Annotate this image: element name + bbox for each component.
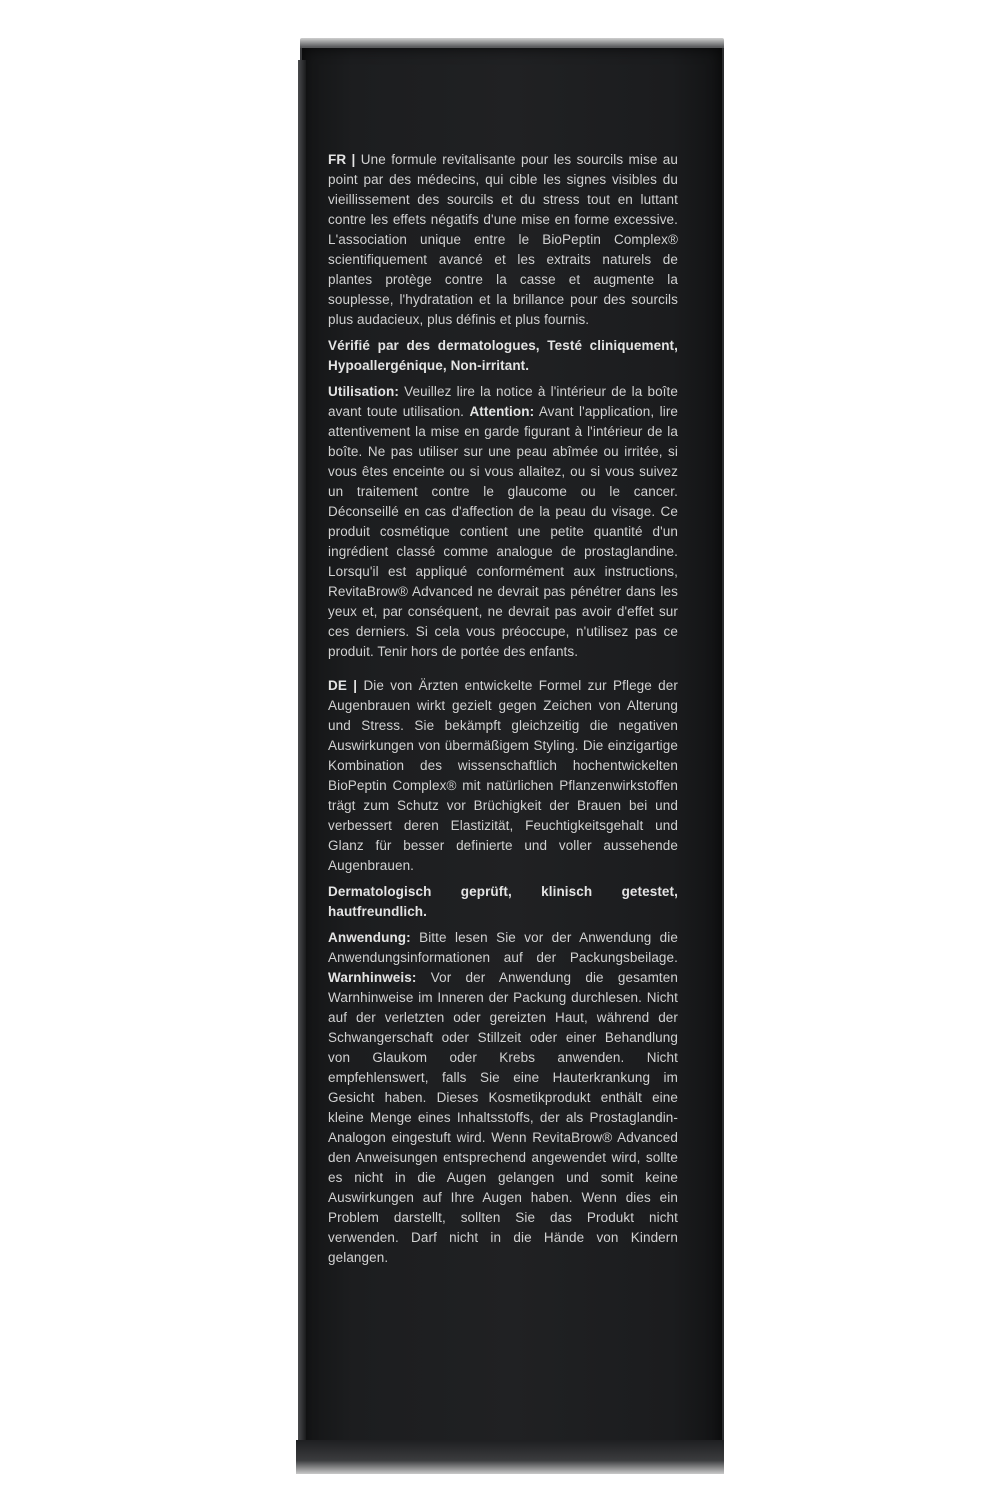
de-warning-text: Vor der Anwendung die gesamten Warnhinweise im Inneren der Packung durchlesen. Nicht auf der verletzten oder gereizten Haut, während der Schwangerschaft oder Stillzeit oder einer Behandlung von Glaukom oder Krebs anwenden. Nicht empfehlenswert, falls Sie eine Hauterkrankung im Gesicht haben. Dieses Kosmetikprodukt enthält eine kleine Menge eines Inhaltsstoffs, der als Prostaglandin-Analogon eingestuft wird. Wenn RevitaBrow® Advanced den Anweisungen entsprechend angewendet wird, sollte es nicht in die Augen gelangen und somit keine Auswirkungen auf Ihre Augen haben. Wenn dies ein Problem darstellt, sollten Sie das Produkt nicht verwenden. Darf nicht in die Hände von Kindern gelangen. xyxy=(328,970,678,1265)
de-usage-label: Anwendung: xyxy=(328,930,411,945)
de-intro xyxy=(328,676,678,876)
fr-warning-label: Attention: xyxy=(469,404,535,419)
box-bottom-edge xyxy=(296,1440,724,1474)
de-warning-label: Warnhinweis: xyxy=(328,970,417,985)
fr-usage-text: Veuillez lire la notice à l'intérieur de la boîte avant toute utilisation. xyxy=(328,384,678,419)
box-left-edge xyxy=(298,60,306,1450)
fr-intro xyxy=(328,150,678,330)
fr-claims: Vérifié par des dermatologues, Testé cliniquement, Hypoallergénique, Non-irritant. xyxy=(328,338,678,373)
de-claims: Dermatologisch geprüft, klinisch getestet, hautfreundlich. xyxy=(328,884,678,919)
de-intro-text: Die von Ärzten entwickelte Formel zur Pflege der Augenbrauen wirkt gezielt gegen Zeichen von Alterung und Stress. Sie bekämpft gleichzeitig die negativen Auswirkungen von übermäßigem Styling. Die einzigartige Kombination des wissenschaftlich hochentwickelten BioPeptin Complex® mit natürlichen Pflanzenwirkstoffen trägt zum Schutz vor Brüchigkeit der Brauen bei und verbessert deren Elastizität, Feuchtigkeitsgehalt und Glanz für besser definierte und voller aussehende Augenbrauen. xyxy=(328,678,678,873)
fr-intro-text: Une formule revitalisante pour les sourcils mise au point par des médecins, qui cible les signes visibles du vieillissement des sourcils et du stress tout en luttant contre les effets négatifs d'une mise en forme excessive. L'association unique entre le BioPeptin Complex® scientifiquement avancé et les extraits naturels de plantes protège contre la casse et augmente la souplesse, l'hydratation et la brillance pour des sourcils plus audacieux, plus définis et plus fournis. xyxy=(328,152,678,327)
de-usage-text: Bitte lesen Sie vor der Anwendung die Anwendungsinformationen auf der Packungsbeilage. xyxy=(328,930,678,965)
fr-warning-text: Avant l'application, lire attentivement la mise en garde figurant à l'intérieur de la boîte. Ne pas utiliser sur une peau abîmée ou irritée, si vous êtes enceinte ou si vous allaitez, ou si vous suivez un traitement contre le glaucome ou le cancer. Déconseillé en cas d'affection de la peau du visage. Ce produit cosmétique contient une petite quantité d'un ingrédient classé comme analogue de prostaglandine. Lorsqu'il est appliqué conformément aux instructions, RevitaBrow® Advanced ne devrait pas pénétrer dans les yeux et, par conséquent, ne devrait pas avoir d'effet sur ces derniers. Si cela vous préoccupe, n'utilisez pas ce produit. Tenir hors de portée des enfants. xyxy=(328,404,679,659)
box-printed-text xyxy=(328,150,678,1274)
fr-usage-label: Utilisation: xyxy=(328,384,399,399)
fr-usage xyxy=(328,382,678,662)
de-usage xyxy=(328,928,678,1268)
fr-lang-label: FR | xyxy=(328,152,356,167)
de-lang-label: DE | xyxy=(328,678,358,693)
